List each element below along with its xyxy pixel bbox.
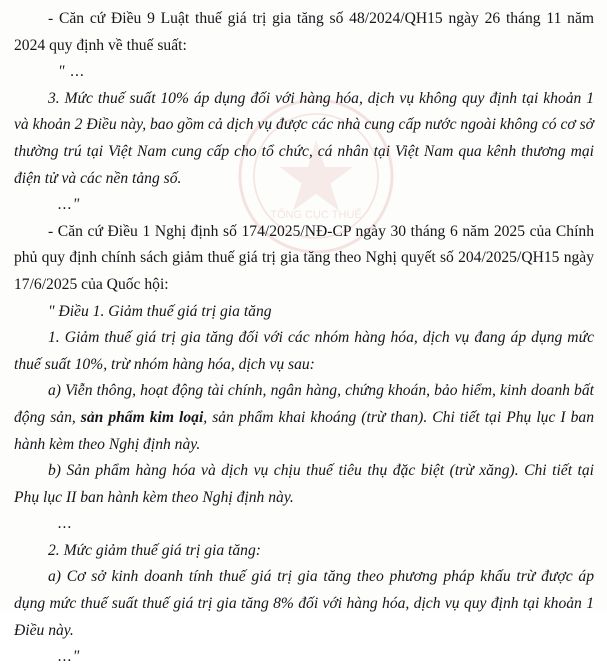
paragraph-1: - Căn cứ Điều 9 Luật thuế giá trị gia tăng số 48/2024/QH15 ngày 26 tháng 11 năm 2024 quy định về thuế suất: bbox=[14, 10, 594, 54]
svg-text:TỔNG CỤC THUẾ: TỔNG CỤC THUẾ bbox=[270, 209, 362, 221]
paragraph-10-ellipsis: ... bbox=[58, 515, 73, 533]
paragraph-8-bold-run: sản phẩm kim loại bbox=[80, 408, 204, 426]
paragraph-5: - Căn cứ Điều 1 Nghị định số 174/2025/NĐ-CP ngày 30 tháng 6 năm 2025 của Chính phủ quy định chính sách giảm thuế giá trị gia tăng theo Nghị quyết số 204/2025/QH15 ngày 17/6/2025 của Quốc hội: bbox=[14, 222, 594, 293]
paragraph-8-after: , sản phẩm khai khoáng (trừ than). Chi tiết tại Phụ lục I ban hành kèm theo Nghị định này. bbox=[14, 408, 594, 453]
paragraph-3: 3. Mức thuế suất 10% áp dụng đối với hàng hóa, dịch vụ không quy định tại khoản 1 và khoản 2 Điều này, bao gồm cả dịch vụ được các nhà cung cấp nước ngoài không có cơ sở thường trú tại Việt Nam cung cấp cho tổ chức, cá nhân tại Việt Nam qua kênh thương mại điện tử và các nền tảng số. bbox=[14, 89, 594, 187]
paragraph-6-article-heading: " Điều 1. Giảm thuế giá trị gia tăng bbox=[48, 302, 272, 320]
paragraph-11: 2. Mức giảm thuế giá trị gia tăng: bbox=[48, 541, 261, 559]
paragraph-8 bbox=[14, 378, 594, 458]
document-body bbox=[14, 6, 594, 671]
paragraph-12: a) Cơ sở kinh doanh tính thuế giá trị gia tăng theo phương pháp khấu trừ được áp dụng mức thuế suất thuế giá trị gia tăng 8% đối với hàng hóa, dịch vụ quy định tại khoản 1 Điều này. bbox=[14, 568, 594, 639]
paragraph-13-ellipsis: ..." bbox=[58, 648, 81, 666]
paragraph-7: 1. Giảm thuế giá trị gia tăng đối với các nhóm hàng hóa, dịch vụ đang áp dụng mức thuế suất 10%, trừ nhóm hàng hóa, dịch vụ sau: bbox=[14, 329, 594, 373]
paragraph-4-ellipsis: ..." bbox=[58, 196, 81, 214]
paragraph-9: b) Sản phẩm hàng hóa và dịch vụ chịu thuế tiêu thụ đặc biệt (trừ xăng). Chi tiết tại Phụ lục II ban hành kèm theo Nghị định này. bbox=[14, 462, 594, 506]
paragraph-8-before: a) Viễn thông, hoạt động tài chính, ngân hàng, chứng khoán, bảo hiểm, kinh doanh bất động sản, bbox=[14, 382, 594, 426]
paragraph-2-ellipsis: " ... bbox=[58, 63, 86, 81]
